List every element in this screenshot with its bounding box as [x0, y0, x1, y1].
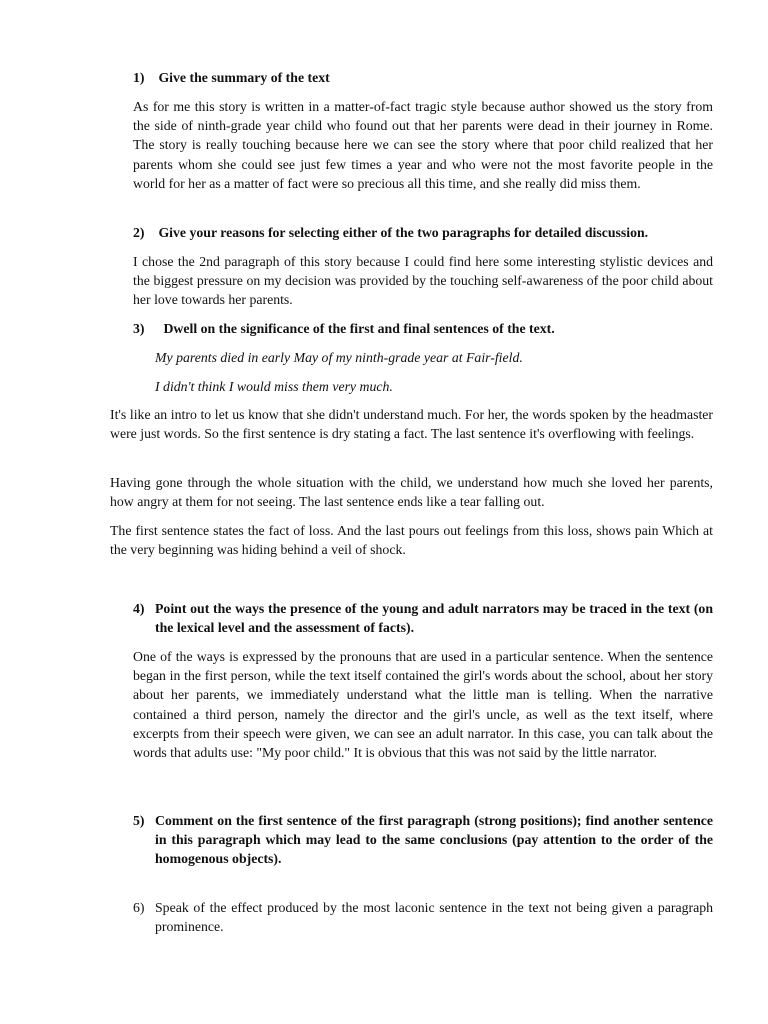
- question-5: [133, 811, 713, 869]
- question-text: Give the summary of the text: [158, 70, 330, 85]
- question-text: Point out the ways the presence of the young and adult narrators may be traced in the text (on the lexical level and the assessment of facts).: [155, 601, 713, 636]
- answer-2: I chose the 2nd paragraph of this story because I could find here some interesting stylistic devices and the biggest pressure on my decision was provided by the touching self-awareness of the poor child about her love towards her parents.: [133, 254, 713, 308]
- answer-3-paragraph-1: It's like an intro to let us know that she didn't understand much. For her, the words spoken by the headmaster were just words. So the first sentence is dry stating a fact. The last sentence it's overflowing with feelings.: [110, 407, 713, 442]
- answer-3-paragraph-2: Having gone through the whole situation with the child, we understand how much she loved her parents, how angry at them for not seeing. The last sentence ends like a tear falling out.: [110, 475, 713, 510]
- question-number: 5): [133, 813, 145, 828]
- question-number: 2): [133, 225, 145, 240]
- quote-first-sentence: My parents died in early May of my ninth-grade year at Fair-field.: [155, 350, 523, 365]
- question-number: 1): [133, 70, 145, 85]
- question-3: [133, 319, 713, 338]
- question-number: 6): [133, 900, 145, 915]
- question-text: Speak of the effect produced by the most laconic sentence in the text not being given a paragraph prominence.: [155, 900, 713, 935]
- question-1: [133, 68, 713, 87]
- question-text: Give your reasons for selecting either of the two paragraphs for detailed discussion.: [158, 225, 649, 240]
- quote-final-sentence: I didn't think I would miss them very much.: [155, 379, 393, 394]
- question-number: 4): [133, 601, 145, 616]
- answer-3-paragraph-3: The first sentence states the fact of loss. And the last pours out feelings from this loss, shows pain Which at the very beginning was hiding behind a veil of shock.: [110, 523, 713, 558]
- question-number: 3): [133, 321, 145, 336]
- question-text: Dwell on the significance of the first and final sentences of the text.: [163, 321, 555, 336]
- question-4: [133, 599, 713, 637]
- question-2: [133, 223, 713, 242]
- question-6: [133, 898, 713, 936]
- answer-4: One of the ways is expressed by the pronouns that are used in a particular sentence. When the sentence began in the first person, while the text itself contained the girl's words about the school, about her story about her parents, we immediately understand what the little man is telling. When the narrative contained a third person, namely the director and the girl's uncle, as well as the text itself, where excerpts from their speech were given, we can see an adult narrator. In this case, you can talk about the words that adults use: "My poor child." It is obvious that this was not said by the little narrator.: [133, 649, 713, 761]
- answer-1: As for me this story is written in a matter-of-fact tragic style because author showed us the story from the side of ninth-grade year child who found out that her parents were dead in their journey in Rome. The story is really touching because here we can see the story where that poor child realized that her parents whom she could see just few times a year and who were not the most favorite people in the world for her as a matter of fact were so precious all this time, and she really did miss them.: [133, 99, 713, 191]
- question-text: Comment on the first sentence of the first paragraph (strong positions); find another sentence in this paragraph which may lead to the same conclusions (pay attention to the order of the homogenous objects).: [155, 813, 713, 867]
